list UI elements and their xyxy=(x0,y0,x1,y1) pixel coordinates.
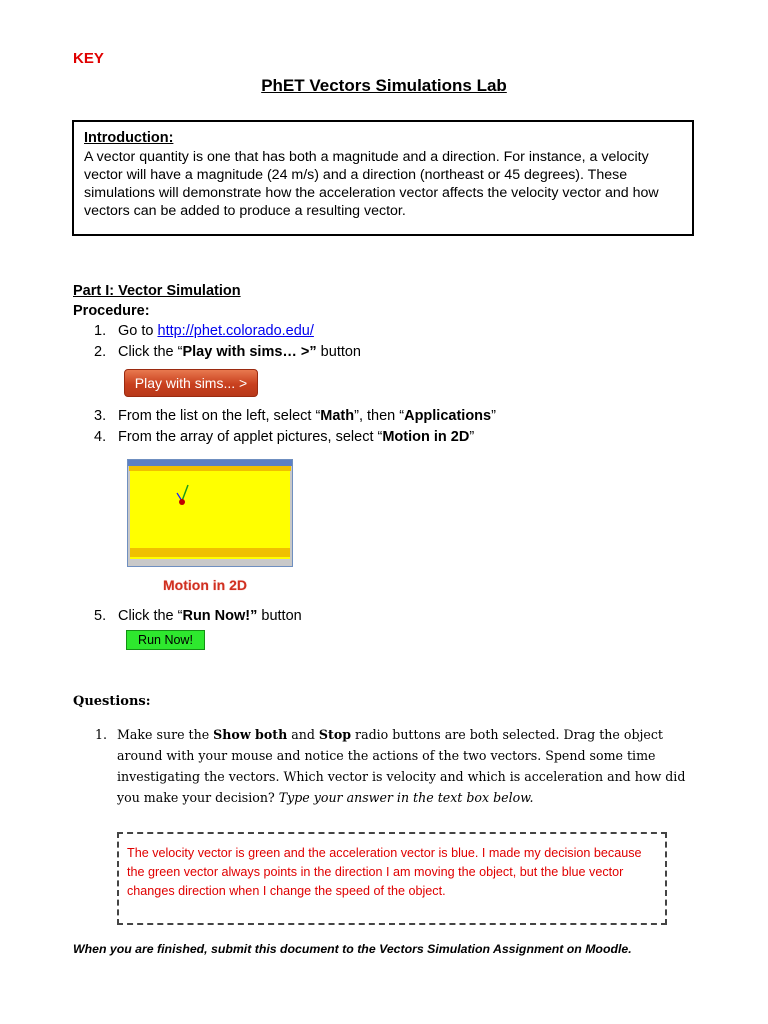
step-text: ”, then “ xyxy=(354,408,405,424)
step-2 xyxy=(94,344,361,360)
step-bold: Play with sims… >” xyxy=(182,344,317,360)
step-number: 5. xyxy=(94,608,107,624)
page-title: PhET Vectors Simulations Lab xyxy=(261,76,507,95)
introduction-box xyxy=(72,120,694,236)
play-with-sims-button[interactable]: Play with sims... > xyxy=(124,369,258,397)
step-text: Click the “ xyxy=(118,344,183,360)
step-4 xyxy=(94,429,474,445)
step-text: button xyxy=(316,344,361,360)
introduction-heading: Introduction: xyxy=(84,130,174,146)
vector-graphic xyxy=(130,471,290,559)
key-label: KEY xyxy=(73,50,104,67)
object-dot xyxy=(179,499,185,505)
question-text-part: Make sure the xyxy=(117,727,214,742)
answer-text-box[interactable]: The velocity vector is green and the acceleration vector is blue. I made my decision because the green vector always points in the direction I am moving the object, but the blue vector changes direction when I change the speed of the object. xyxy=(117,832,667,925)
step-text: From the list on the left, select “ xyxy=(118,408,321,424)
phet-link[interactable]: http://phet.colorado.edu/ xyxy=(157,323,314,339)
step-text: ” xyxy=(491,408,496,424)
question-text xyxy=(117,724,695,808)
part1-heading: Part I: Vector Simulation xyxy=(73,283,241,299)
step-bold: Run Now!” xyxy=(182,608,258,624)
questions-heading: Questions: xyxy=(73,694,151,709)
run-now-button[interactable]: Run Now! xyxy=(126,630,205,650)
applet-caption: Motion in 2D xyxy=(163,577,247,593)
step-1 xyxy=(94,323,314,339)
step-3 xyxy=(94,408,496,424)
velocity-vector xyxy=(182,485,188,501)
question-text-part: radio buttons are both selected. Drag the object around with your mouse and notice the actions of the two vectors. Spend some time investigating the vectors. Which vector is velocity and which is acceleration and how did you make your decision? xyxy=(117,727,686,805)
step-text: Click the “ xyxy=(118,608,183,624)
introduction-text: A vector quantity is one that has both a magnitude and a direction. For instance, a velocity vector will have a magnitude (24 m/s) and a direction (northeast or 45 degrees). These simulations will demonstrate how the acceleration vector affects the velocity vector and how vectors can be added to produce a resulting vector. xyxy=(84,149,659,219)
question-bold: Show both xyxy=(213,727,288,742)
step-bold: Math xyxy=(320,408,355,424)
step-text: Go to xyxy=(118,323,158,339)
step-number: 2. xyxy=(94,344,107,360)
step-bold: Motion in 2D xyxy=(382,429,470,445)
motion-in-2d-thumbnail[interactable] xyxy=(127,459,293,567)
question-bold: Stop xyxy=(318,727,352,742)
question-instruction: Type your answer in the text box below. xyxy=(278,790,534,805)
step-text: button xyxy=(257,608,302,624)
step-text: ” xyxy=(469,429,475,445)
step-number: 1. xyxy=(94,323,107,339)
procedure-heading: Procedure: xyxy=(73,303,150,319)
applet-play-area xyxy=(130,471,290,559)
step-number: 4. xyxy=(94,429,107,445)
step-number: 3. xyxy=(94,408,107,424)
question-number: 1. xyxy=(95,727,108,742)
step-text: From the array of applet pictures, select “ xyxy=(118,429,383,445)
step-5 xyxy=(94,608,302,624)
applet-controls-bar xyxy=(130,548,290,557)
step-bold: Applications xyxy=(404,408,492,424)
footer-instruction: When you are finished, submit this document to the Vectors Simulation Assignment on Moodle. xyxy=(73,942,632,956)
question-1 xyxy=(95,724,695,808)
question-text-part: and xyxy=(287,727,319,742)
